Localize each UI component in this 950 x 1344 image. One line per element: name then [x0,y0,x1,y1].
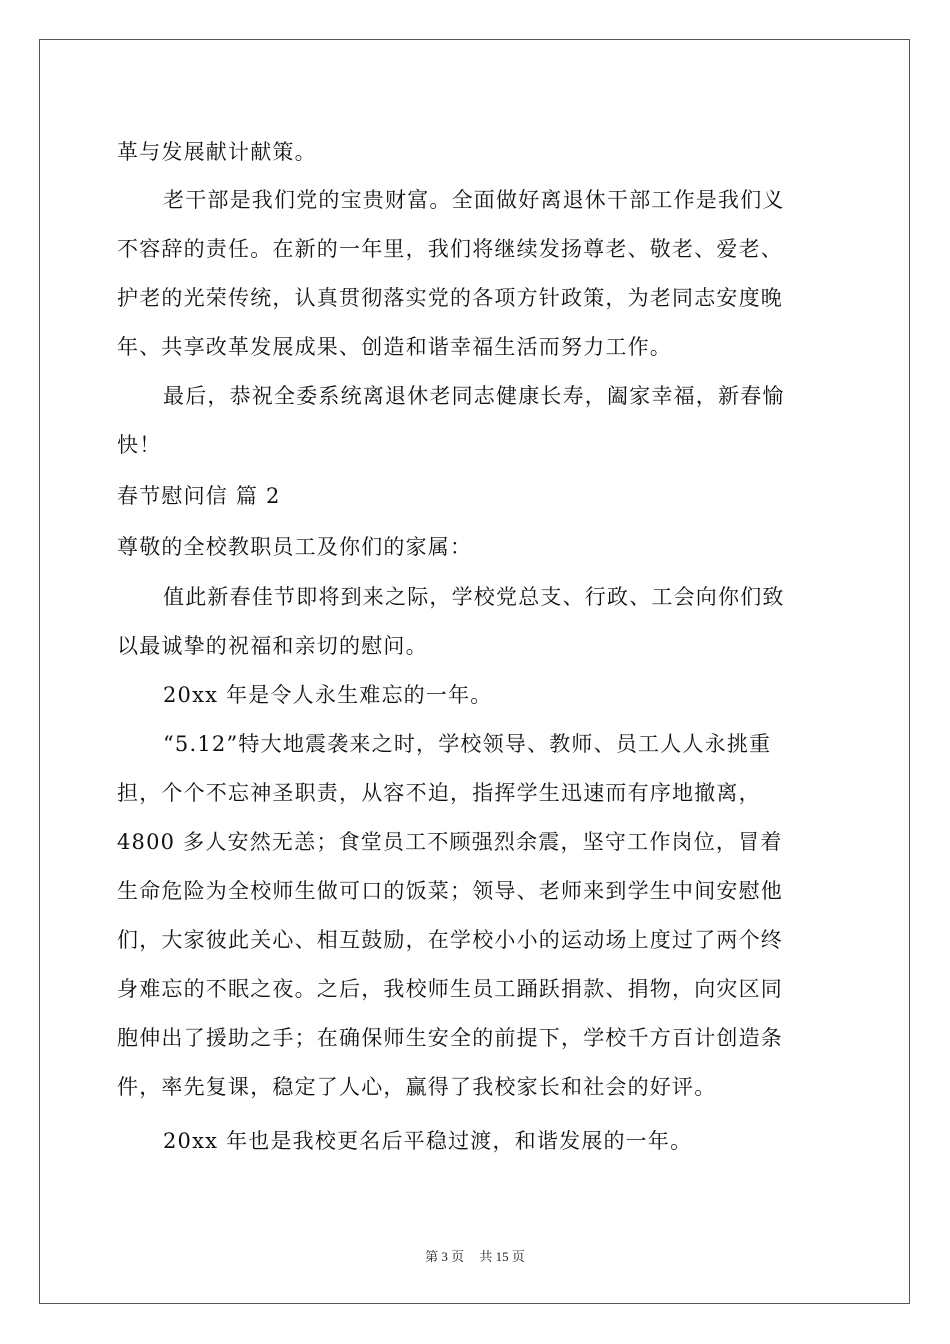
text-line: 老干部是我们党的宝贵财富。全面做好离退休干部工作是我们义 [163,188,785,212]
text-line: 胞伸出了援助之手；在确保师生安全的前提下，学校千方百计创造条 [117,1026,783,1050]
text-line: 身难忘的不眠之夜。之后，我校师生员工踊跃捐款、捐物，向灾区同 [117,977,783,1001]
text-line: 们，大家彼此关心、相互鼓励，在学校小小的运动场上度过了两个终 [117,928,783,952]
page-total: 共 15 页 [479,1249,525,1264]
text-line: 生命危险为全校师生做可口的饭菜；领导、老师来到学生中间安慰他 [117,879,783,903]
section-heading: 春节慰问信 篇 2 [117,484,281,508]
page-number: 第 3 页 [425,1249,465,1264]
text-line: 不容辞的责任。在新的一年里，我们将继续发扬尊老、敬老、爱老、 [117,237,783,261]
text-line: 以最诚挚的祝福和亲切的慰问。 [117,634,428,658]
salutation: 尊敬的全校教职员工及你们的家属： [117,535,473,559]
page-footer [0,1246,950,1265]
text-line: “5.12”特大地震袭来之时，学校领导、教师、员工人人永挑重 [163,732,772,756]
text-line: 护老的光荣传统，认真贯彻落实党的各项方针政策，为老同志安度晚 [117,286,783,310]
text-line: 年、共享改革发展成果、创造和谐幸福生活而努力工作。 [117,335,672,359]
page-border [39,39,910,1304]
text-line: 担，个个不忘神圣职责，从容不迫，指挥学生迅速而有序地撤离， [117,781,761,805]
text-line: 20xx 年也是我校更名后平稳过渡，和谐发展的一年。 [163,1129,693,1153]
text-line: 最后，恭祝全委系统离退休老同志健康长寿，阖家幸福，新春愉 [163,384,785,408]
text-line: 20xx 年是令人永生难忘的一年。 [163,683,493,707]
text-line: 革与发展献计献策。 [117,140,317,164]
text-line: 值此新春佳节即将到来之际，学校党总支、行政、工会向你们致 [163,585,785,609]
text-line: 4800 多人安然无恙；食堂员工不顾强烈余震，坚守工作岗位，冒着 [117,830,783,854]
text-line: 件，率先复课，稳定了人心，赢得了我校家长和社会的好评。 [117,1075,717,1099]
text-line: 快！ [117,433,162,457]
